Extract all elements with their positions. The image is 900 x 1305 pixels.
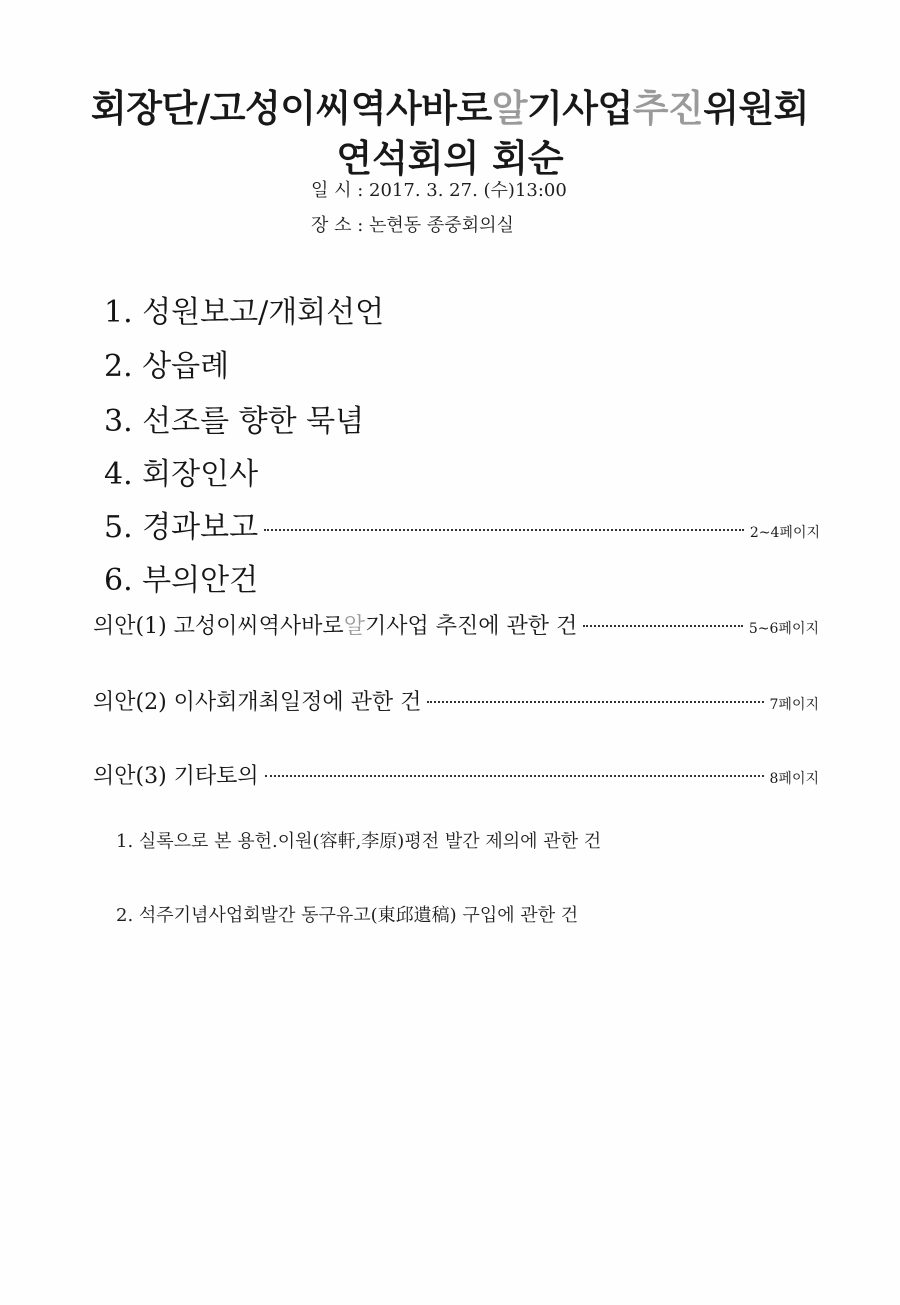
title-text-a: 회장단/고성이씨역사바로: [91, 87, 492, 130]
sub-item: 1. 실록으로 본 용헌.이원(容軒,李原)평전 발간 제의에 관한 건: [116, 831, 602, 852]
document-title-line1: [0, 78, 900, 132]
bill-label: 의안(3) 기타토의: [93, 764, 259, 789]
agenda-number: 4.: [104, 457, 133, 492]
agenda-number: 2.: [104, 349, 133, 384]
agenda-label: 선조를 향한 묵념: [142, 404, 365, 439]
bill-item: [93, 609, 819, 640]
bill-item: [93, 685, 819, 716]
agenda-number: 5.: [104, 510, 133, 545]
document-title-line2: 연석회의 회순: [336, 137, 564, 180]
agenda-label: 부의안건: [142, 563, 259, 598]
date-value: 2017. 3. 27. (수)13:00: [369, 180, 567, 201]
agenda-number: 6.: [104, 563, 133, 598]
agenda-label: 성원보고/개회선언: [142, 295, 385, 330]
title-text-b: 알: [491, 87, 527, 130]
agenda-entry: [104, 502, 258, 546]
agenda-item: [104, 396, 364, 440]
dot-leader: [265, 775, 764, 777]
dot-leader: [583, 625, 743, 627]
agenda-number: 1.: [104, 295, 133, 330]
agenda-item-with-page: [104, 502, 820, 546]
bill-label: 의안(2) 이사회개최일정에 관한 건: [93, 690, 422, 715]
agenda-label: 상읍례: [142, 349, 230, 384]
page-reference: 8페이지: [769, 771, 819, 787]
title-text-e: 위원회: [703, 87, 809, 130]
agenda-item: [104, 449, 258, 493]
dot-leader: [427, 701, 763, 703]
place-label: 장 소 :: [311, 215, 364, 236]
bill-label-part: 기사업 추진에 관한 건: [364, 614, 578, 639]
agenda-label: 경과보고: [142, 510, 259, 545]
title-text-c: 기사업: [526, 87, 633, 130]
agenda-item: [104, 341, 229, 385]
date-label: 일 시 :: [311, 180, 364, 201]
agenda-label: 회장인사: [142, 457, 259, 492]
bill-label-part: 알: [343, 614, 365, 639]
title-text-d: 추진: [632, 87, 704, 130]
sub-item: 2. 석주기념사업회발간 동구유고(東邱遺稿) 구입에 관한 건: [116, 905, 579, 926]
agenda-item: [104, 555, 258, 599]
bill-label: [93, 609, 577, 640]
meeting-place: [311, 211, 514, 237]
page-reference: 5~6페이지: [748, 621, 819, 637]
bill-label-part: 의안(1) 고성이씨역사바로: [93, 614, 344, 639]
agenda-item: [104, 287, 384, 331]
page-reference: 7페이지: [769, 697, 819, 713]
page-reference: 2~4페이지: [749, 525, 820, 541]
meeting-date: [311, 176, 567, 202]
place-value: 논현동 종중회의실: [369, 215, 514, 236]
dot-leader: [264, 529, 744, 531]
bill-item: [93, 759, 819, 790]
agenda-number: 3.: [104, 404, 133, 439]
